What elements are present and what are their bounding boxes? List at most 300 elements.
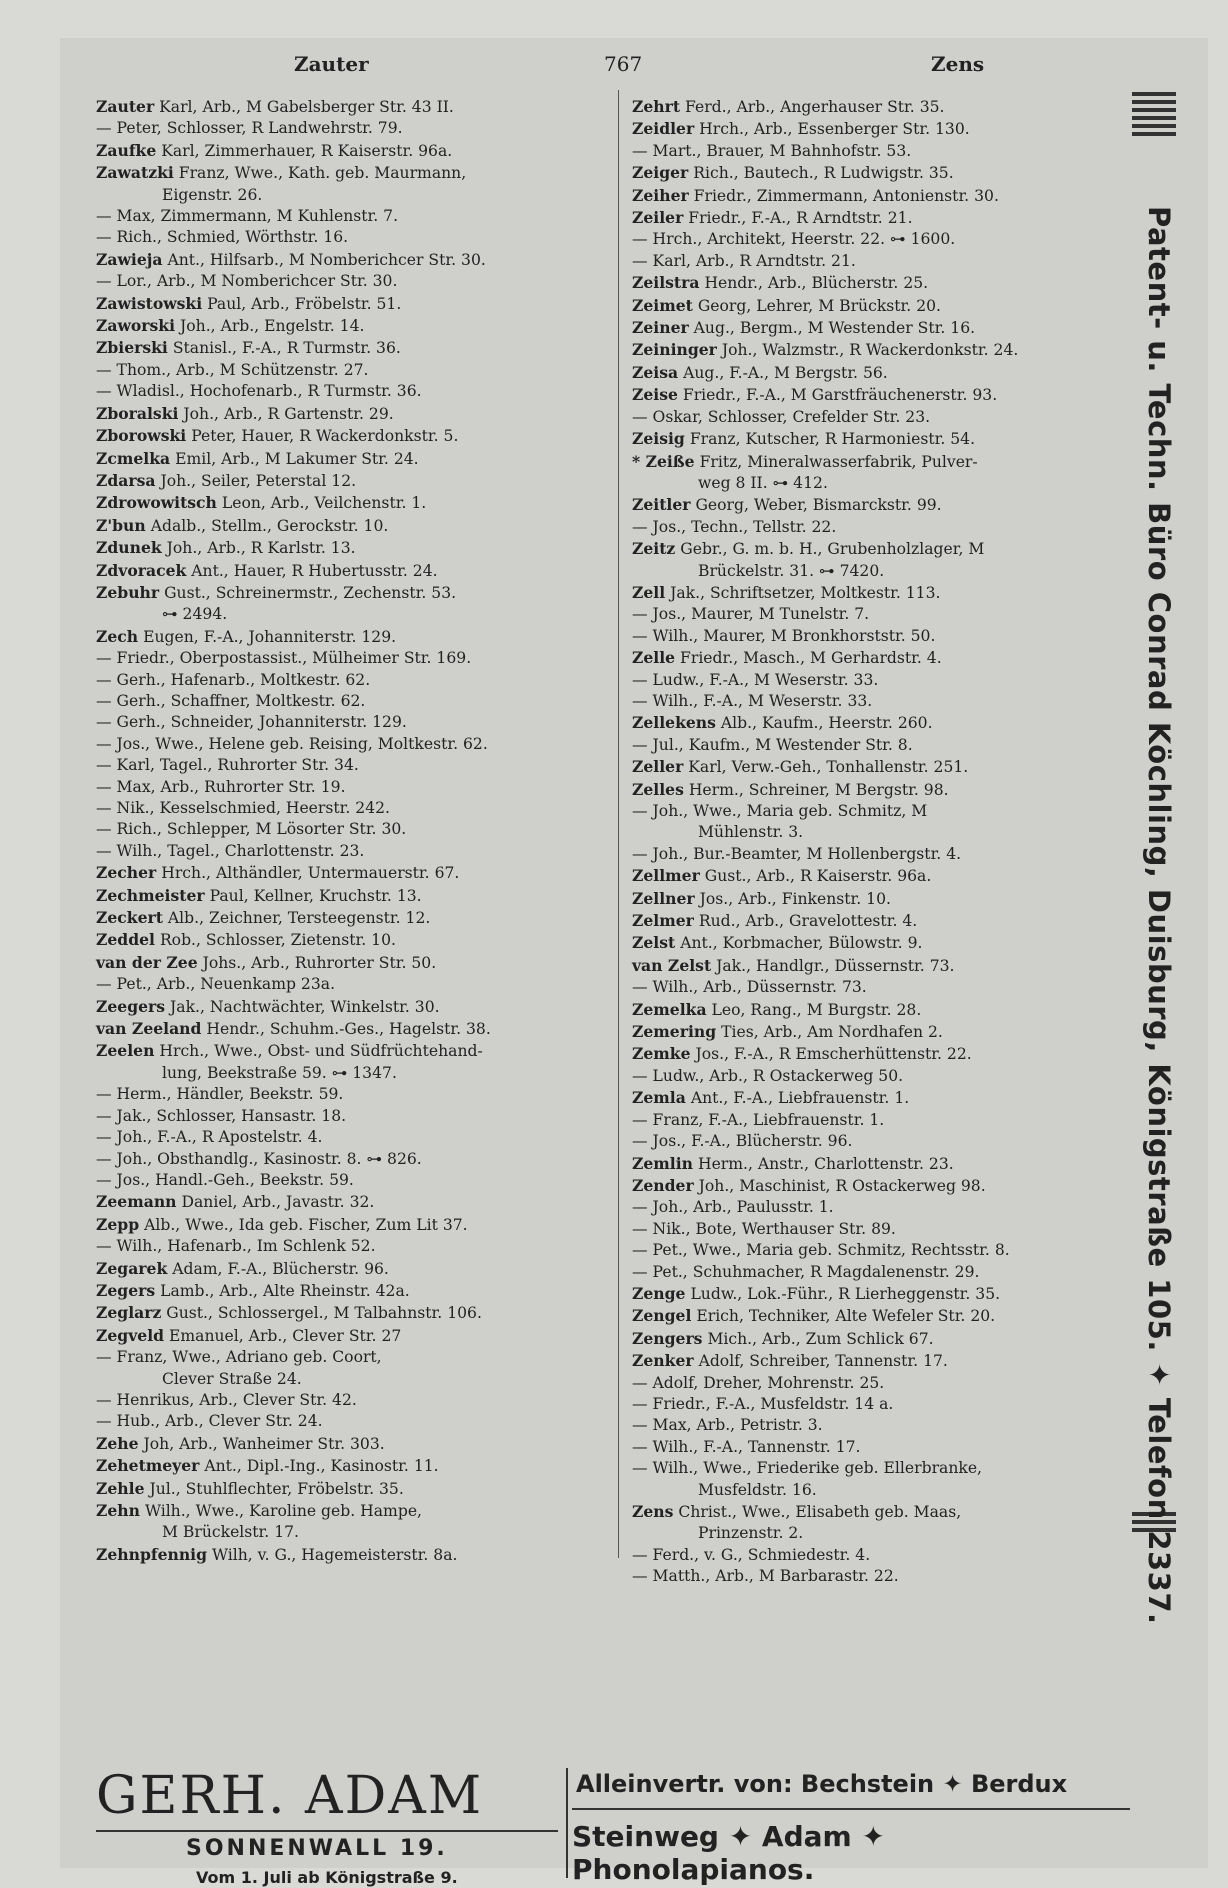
directory-entry bbox=[96, 1214, 596, 1236]
page-number: 767 bbox=[604, 52, 643, 76]
entry-text: Mich., Arb., Zum Schlick 67. bbox=[707, 1329, 934, 1348]
directory-entry bbox=[96, 206, 596, 227]
directory-entry bbox=[632, 407, 1127, 428]
entry-text: — Gerh., Schneider, Johanniterstr. 129. bbox=[96, 713, 407, 732]
directory-entry bbox=[96, 1191, 596, 1213]
directory-entry bbox=[96, 1236, 596, 1257]
entry-text: Hrch., Arb., Essenberger Str. 130. bbox=[699, 120, 970, 139]
directory-entry bbox=[96, 537, 596, 559]
directory-entry bbox=[96, 1455, 596, 1477]
entry-surname: Zdunek bbox=[96, 538, 162, 558]
directory-entry bbox=[632, 1197, 1127, 1218]
entry-text: Friedr., Masch., M Gerhardstr. 4. bbox=[680, 649, 942, 668]
ad-divider bbox=[566, 1768, 568, 1878]
entry-text: Joh., Arb., R Karlstr. 13. bbox=[166, 539, 356, 558]
entry-text: — Adolf, Dreher, Mohrenstr. 25. bbox=[632, 1373, 885, 1392]
directory-entry bbox=[96, 337, 596, 359]
entry-surname: van Zeeland bbox=[96, 1019, 202, 1039]
entry-text: Ferd., Arb., Angerhauser Str. 35. bbox=[685, 98, 945, 116]
entry-surname: Zemla bbox=[632, 1088, 686, 1108]
directory-entry bbox=[632, 999, 1127, 1021]
entry-text: — Hub., Arb., Clever Str. 24. bbox=[96, 1412, 323, 1431]
directory-entry bbox=[96, 755, 596, 776]
directory-entry bbox=[632, 1283, 1127, 1305]
entry-text: — Lor., Arb., M Nomberichcer Str. 30. bbox=[96, 272, 398, 291]
entry-surname: Zelmer bbox=[632, 911, 694, 931]
entry-text: — Max, Zimmermann, M Kuhlenstr. 7. bbox=[96, 207, 399, 226]
entry-surname: Zeimet bbox=[632, 295, 693, 315]
entry-text: Alb., Kaufm., Heerstr. 260. bbox=[720, 714, 933, 733]
directory-entry bbox=[632, 384, 1127, 406]
entry-text: — Friedr., Oberpostassist., Mülheimer Str. 169. bbox=[96, 649, 472, 668]
directory-entry bbox=[96, 862, 596, 884]
column-divider bbox=[618, 90, 619, 1558]
entry-text: — Nik., Bote, Werthauser Str. 89. bbox=[632, 1219, 896, 1238]
entry-continuation: Prinzenstr. 2. bbox=[698, 1524, 804, 1543]
directory-entry bbox=[96, 492, 596, 514]
entry-surname: Zeemann bbox=[96, 1192, 177, 1212]
directory-entry bbox=[632, 1437, 1127, 1458]
entry-continuation: M Brückelstr. 17. bbox=[162, 1523, 300, 1542]
directory-entry bbox=[632, 1350, 1127, 1372]
entry-surname: Zell bbox=[632, 582, 666, 602]
entry-surname: Zeller bbox=[632, 757, 684, 777]
entry-text: — Rich., Schmied, Wörthstr. 16. bbox=[96, 228, 349, 247]
entry-text: Christ., Wwe., Elisabeth geb. Maas, bbox=[678, 1503, 962, 1521]
directory-entry bbox=[632, 1394, 1127, 1415]
entry-surname: Zegarek bbox=[96, 1258, 168, 1278]
ad-address: SONNENWALL 19. bbox=[186, 1836, 448, 1861]
directory-entry bbox=[632, 295, 1127, 317]
entry-text: Karl, Zimmerhauer, R Kaiserstr. 96a. bbox=[161, 141, 453, 160]
directory-entry bbox=[632, 494, 1127, 516]
directory-entry bbox=[632, 96, 1127, 118]
directory-entry bbox=[632, 910, 1127, 932]
left-column bbox=[96, 96, 596, 1566]
entry-surname: Zeininger bbox=[632, 340, 717, 360]
entry-text: Ant., Korbmacher, Bülowstr. 9. bbox=[680, 934, 923, 953]
entry-text: Joh., Arb., Engelstr. 14. bbox=[180, 317, 365, 336]
directory-entry bbox=[96, 1433, 596, 1455]
entry-text: — Wilh., Maurer, M Bronkhorststr. 50. bbox=[632, 626, 936, 645]
entry-text: Fritz, Mineralwasserfabrik, Pulver- bbox=[699, 452, 978, 471]
entry-surname: Zdarsa bbox=[96, 470, 156, 490]
entry-surname: Zenker bbox=[632, 1351, 694, 1371]
entry-text: Jak., Nachtwächter, Winkelstr. 30. bbox=[170, 997, 440, 1016]
entry-surname: Zelle bbox=[632, 648, 676, 668]
entry-text: Daniel, Arb., Javastr. 32. bbox=[181, 1193, 375, 1212]
entry-text: — Joh., Wwe., Maria geb. Schmitz, M bbox=[632, 802, 928, 820]
entry-text: Adolf, Schreiber, Tannenstr. 17. bbox=[698, 1352, 948, 1371]
directory-entry bbox=[96, 425, 596, 447]
entry-text: — Thom., Arb., M Schützenstr. 27. bbox=[96, 360, 369, 379]
entry-text: — Gerh., Schaffner, Moltkestr. 62. bbox=[96, 691, 366, 710]
entry-surname: Zawatzki bbox=[96, 163, 174, 183]
entry-surname: Z'bun bbox=[96, 515, 146, 535]
entry-text: — Joh., F.-A., R Apostelstr. 4. bbox=[96, 1128, 323, 1147]
directory-entry bbox=[96, 470, 596, 492]
entry-surname: Zech bbox=[96, 626, 139, 646]
entry-text: Jak., Handlgr., Düssernstr. 73. bbox=[716, 956, 955, 975]
entry-text: — Pet., Wwe., Maria geb. Schmitz, Rechtsstr. 8. bbox=[632, 1241, 1010, 1260]
directory-entry bbox=[96, 1500, 596, 1544]
entry-text: Leo, Rang., M Burgstr. 28. bbox=[711, 1000, 922, 1019]
entry-text: Ant., Dipl.-Ing., Kasinostr. 11. bbox=[204, 1457, 439, 1476]
entry-surname: Zeiler bbox=[632, 208, 684, 228]
entry-surname: Zepp bbox=[96, 1214, 140, 1234]
entry-surname: Zelles bbox=[632, 779, 684, 799]
directory-entry bbox=[96, 1258, 596, 1280]
directory-entry bbox=[96, 1127, 596, 1148]
entry-text: Jak., Schriftsetzer, Moltkestr. 113. bbox=[670, 583, 941, 602]
directory-entry bbox=[632, 1373, 1127, 1394]
entry-text: Jul., Stuhlflechter, Fröbelstr. 35. bbox=[149, 1479, 404, 1498]
entry-continuation: ⊶ 2494. bbox=[162, 605, 228, 624]
entry-surname: Zehnpfennig bbox=[96, 1544, 208, 1564]
directory-entry bbox=[96, 403, 596, 425]
entry-text: — Max, Arb., Petristr. 3. bbox=[632, 1416, 823, 1435]
entry-text: Aug., Bergm., M Westender Str. 16. bbox=[693, 319, 976, 338]
entry-text: Alb., Wwe., Ida geb. Fischer, Zum Lit 37. bbox=[144, 1215, 468, 1234]
directory-entry bbox=[632, 1021, 1127, 1043]
directory-entry bbox=[632, 317, 1127, 339]
directory-entry bbox=[632, 1175, 1127, 1197]
entry-surname: Zawieja bbox=[96, 249, 163, 269]
directory-entry bbox=[632, 888, 1127, 910]
entry-text: Joh, Arb., Wanheimer Str. 303. bbox=[143, 1434, 385, 1453]
entry-text: Wilh., Wwe., Karoline geb. Hampe, bbox=[144, 1502, 423, 1520]
directory-entry bbox=[96, 293, 596, 315]
entry-text: Joh., Arb., R Gartenstr. 29. bbox=[183, 404, 394, 423]
directory-entry bbox=[96, 118, 596, 139]
entry-surname: Zechmeister bbox=[96, 885, 205, 905]
entry-text: Rob., Schlosser, Zietenstr. 10. bbox=[159, 931, 396, 950]
entry-text: Emanuel, Arb., Clever Str. 27 bbox=[169, 1326, 402, 1345]
entry-text: Peter, Hauer, R Wackerdonkstr. 5. bbox=[191, 427, 459, 446]
directory-entry bbox=[632, 517, 1127, 538]
entry-text: Wilh, v. G., Hagemeisterstr. 8a. bbox=[211, 1545, 458, 1564]
ad-note: Vom 1. Juli ab Königstraße 9. bbox=[196, 1868, 458, 1887]
entry-surname: Zellner bbox=[632, 888, 695, 908]
entry-text: — Jul., Kaufm., M Westender Str. 8. bbox=[632, 735, 913, 754]
directory-entry bbox=[632, 932, 1127, 954]
directory-entry bbox=[96, 974, 596, 995]
entry-text: Gust., Schreinermstr., Zechenstr. 53. bbox=[164, 583, 457, 602]
entry-surname: * Zeiße bbox=[632, 451, 695, 471]
entry-text: Jos., F.-A., R Emscherhüttenstr. 22. bbox=[695, 1045, 972, 1064]
directory-entry bbox=[96, 819, 596, 840]
directory-entry bbox=[96, 1347, 596, 1390]
entry-text: Ant., F.-A., Liebfrauenstr. 1. bbox=[690, 1089, 910, 1108]
entry-text: Hendr., Arb., Blücherstr. 25. bbox=[704, 274, 929, 293]
entry-text: Joh., Walzmstr., R Wackerdonkstr. 24. bbox=[721, 341, 1019, 360]
directory-entry bbox=[632, 1087, 1127, 1109]
advertisement bbox=[96, 1768, 1130, 1888]
header-left-keyword: Zauter bbox=[294, 52, 369, 76]
entry-surname: Zehe bbox=[96, 1433, 139, 1453]
entry-text: Aug., F.-A., M Bergstr. 56. bbox=[683, 363, 888, 382]
entry-surname: Zelst bbox=[632, 933, 676, 953]
entry-text: — Pet., Arb., Neuenkamp 23a. bbox=[96, 975, 336, 994]
entry-surname: Zengers bbox=[632, 1328, 703, 1348]
entry-surname: van der Zee bbox=[96, 952, 198, 972]
entry-text: Friedr., F.-A., M Garstfräuchenerstr. 93. bbox=[682, 386, 998, 405]
entry-surname: Zens bbox=[632, 1502, 674, 1521]
entry-text: — Friedr., F.-A., Musfeldstr. 14 a. bbox=[632, 1394, 894, 1413]
entry-continuation: lung, Beekstraße 59. ⊶ 1347. bbox=[162, 1063, 397, 1082]
entry-surname: Zaworski bbox=[96, 316, 176, 336]
entry-text: Herm., Anstr., Charlottenstr. 23. bbox=[697, 1154, 954, 1173]
header-right-keyword: Zens bbox=[931, 52, 985, 76]
entry-text: Herm., Schreiner, M Bergstr. 98. bbox=[688, 780, 949, 799]
directory-entry bbox=[632, 1501, 1127, 1545]
entry-surname: Zeiger bbox=[632, 163, 689, 183]
right-column bbox=[632, 96, 1127, 1588]
entry-surname: Zcmelka bbox=[96, 448, 171, 468]
entry-text: — Joh., Bur.-Beamter, M Hollenbergstr. 4. bbox=[632, 844, 962, 863]
directory-entry bbox=[632, 339, 1127, 361]
entry-text: — Herm., Händler, Beekstr. 59. bbox=[96, 1085, 344, 1104]
directory-entry bbox=[632, 735, 1127, 756]
directory-entry bbox=[632, 362, 1127, 384]
directory-entry bbox=[96, 315, 596, 337]
directory-entry bbox=[96, 582, 596, 626]
directory-entry bbox=[96, 691, 596, 712]
entry-text: — Wilh., F.-A., M Weserstr. 33. bbox=[632, 691, 873, 710]
directory-entry bbox=[632, 1240, 1127, 1261]
directory-entry bbox=[632, 582, 1127, 604]
directory-entry bbox=[96, 249, 596, 271]
entry-surname: van Zelst bbox=[632, 955, 712, 975]
directory-entry bbox=[96, 360, 596, 381]
directory-entry bbox=[632, 1545, 1127, 1566]
directory-entry bbox=[632, 1219, 1127, 1240]
entry-text: — Joh., Arb., Paulusstr. 1. bbox=[632, 1198, 834, 1217]
entry-surname: Zeddel bbox=[96, 930, 155, 950]
entry-surname: Zeilstra bbox=[632, 273, 700, 293]
entry-text: — Nik., Kesselschmied, Heerstr. 242. bbox=[96, 799, 391, 817]
entry-text: Paul, Kellner, Kruchstr. 13. bbox=[209, 886, 422, 905]
entry-surname: Zeiner bbox=[632, 318, 689, 338]
entry-surname: Zeiher bbox=[632, 185, 689, 205]
entry-surname: Zehle bbox=[96, 1478, 145, 1498]
entry-text: — Wilh., Wwe., Friederike geb. Ellerbranke, bbox=[632, 1459, 982, 1478]
entry-text: — Matth., Arb., M Barbarastr. 22. bbox=[632, 1567, 899, 1586]
entry-text: — Max, Arb., Ruhrorter Str. 19. bbox=[96, 777, 346, 796]
banner-top-rules bbox=[1132, 92, 1176, 212]
entry-text: Hendr., Schuhm.-Ges., Hagelstr. 38. bbox=[206, 1020, 491, 1039]
directory-entry bbox=[632, 1262, 1127, 1283]
entry-text: Jos., Arb., Finkenstr. 10. bbox=[699, 889, 891, 908]
entry-text: — Franz, Wwe., Adriano geb. Coort, bbox=[96, 1348, 382, 1367]
entry-surname: Zemke bbox=[632, 1044, 691, 1064]
entry-surname: Zborowski bbox=[96, 426, 187, 446]
entry-text: — Jos., F.-A., Blücherstr. 96. bbox=[632, 1132, 853, 1151]
directory-entry bbox=[632, 1415, 1127, 1436]
entry-text: — Peter, Schlosser, R Landwehrstr. 79. bbox=[96, 119, 403, 138]
entry-text: Rud., Arb., Gravelottestr. 4. bbox=[698, 912, 918, 931]
entry-text: — Jos., Handl.-Geh., Beekstr. 59. bbox=[96, 1170, 354, 1189]
directory-entry bbox=[632, 1153, 1127, 1175]
directory-entry bbox=[632, 1110, 1127, 1131]
entry-text: — Oskar, Schlosser, Crefelder Str. 23. bbox=[632, 407, 931, 426]
directory-entry bbox=[96, 1106, 596, 1127]
directory-entry bbox=[96, 271, 596, 292]
entry-text: — Jos., Techn., Tellstr. 22. bbox=[632, 517, 837, 536]
entry-surname: Zehetmeyer bbox=[96, 1456, 200, 1476]
entry-surname: Zemelka bbox=[632, 999, 707, 1019]
entry-text: — Karl, Tagel., Ruhrorter Str. 34. bbox=[96, 756, 359, 775]
entry-text: Adam, F.-A., Blücherstr. 96. bbox=[172, 1259, 389, 1278]
directory-entry bbox=[96, 515, 596, 537]
entry-text: — Hrch., Architekt, Heerstr. 22. ⊶ 1600. bbox=[632, 230, 956, 249]
directory-entry bbox=[632, 647, 1127, 669]
entry-continuation: weg 8 II. ⊶ 412. bbox=[698, 473, 828, 492]
entry-text: Johs., Arb., Ruhrorter Str. 50. bbox=[202, 953, 437, 972]
entry-surname: Zehn bbox=[96, 1501, 140, 1520]
side-banner-text: Patent- u. Techn. Büro Conrad Köchling, Duisburg, Königstraße 105. ✦ Telefon 2337. bbox=[1142, 206, 1176, 1625]
entry-text: Gust., Schlossergel., M Talbahnstr. 106. bbox=[166, 1304, 482, 1323]
directory-entry bbox=[632, 451, 1127, 495]
directory-entry bbox=[632, 162, 1127, 184]
directory-entry bbox=[632, 626, 1127, 647]
entry-text: — Wilh., Tagel., Charlottenstr. 23. bbox=[96, 841, 365, 860]
directory-entry bbox=[96, 798, 596, 819]
directory-entry bbox=[632, 1458, 1127, 1501]
directory-entry bbox=[632, 756, 1127, 778]
entry-surname: Zehrt bbox=[632, 97, 681, 116]
entry-text: — Jak., Schlosser, Hansastr. 18. bbox=[96, 1106, 347, 1125]
entry-surname: Zeitz bbox=[632, 539, 676, 559]
entry-text: Joh., Maschinist, R Ostackerweg 98. bbox=[698, 1176, 986, 1195]
entry-continuation: Musfeldstr. 16. bbox=[698, 1480, 817, 1499]
entry-text: — Joh., Obsthandlg., Kasinostr. 8. ⊶ 826. bbox=[96, 1149, 422, 1168]
entry-surname: Zeckert bbox=[96, 908, 163, 928]
entry-text: Ant., Hauer, R Hubertusstr. 24. bbox=[191, 561, 438, 580]
directory-entry bbox=[96, 381, 596, 402]
entry-text: Karl, Arb., M Gabelsberger Str. 43 II. bbox=[159, 98, 454, 116]
entry-text: Georg, Lehrer, M Brückstr. 20. bbox=[697, 296, 941, 315]
entry-text: Karl, Verw.-Geh., Tonhallenstr. 251. bbox=[688, 758, 969, 777]
entry-surname: Zeelen bbox=[96, 1041, 155, 1061]
ad-line-1: Alleinvertr. von: Bechstein ✦ Berdux bbox=[576, 1770, 1068, 1798]
entry-text: Gebr., G. m. b. H., Grubenholzlager, M bbox=[680, 540, 985, 559]
entry-surname: Zaufke bbox=[96, 140, 157, 160]
directory-entry bbox=[96, 1478, 596, 1500]
entry-text: Lamb., Arb., Alte Rheinstr. 42a. bbox=[160, 1281, 410, 1300]
entry-text: Alb., Zeichner, Tersteegenstr. 12. bbox=[167, 909, 431, 928]
entry-text: Gust., Arb., R Kaiserstr. 96a. bbox=[704, 867, 932, 886]
entry-surname: Zebuhr bbox=[96, 582, 160, 602]
directory-entry bbox=[96, 1018, 596, 1040]
entry-text: Ant., Hilfsarb., M Nomberichcer Str. 30. bbox=[167, 250, 486, 269]
directory-entry bbox=[632, 691, 1127, 712]
directory-entry bbox=[632, 1066, 1127, 1087]
entry-text: — Ferd., v. G., Schmiedestr. 4. bbox=[632, 1545, 871, 1564]
directory-entry bbox=[632, 1043, 1127, 1065]
directory-entry bbox=[96, 626, 596, 648]
entry-continuation: Eigenstr. 26. bbox=[162, 185, 263, 204]
directory-entry bbox=[632, 779, 1127, 801]
directory-entry bbox=[96, 907, 596, 929]
directory-entry bbox=[632, 251, 1127, 272]
entry-surname: Zeegers bbox=[96, 996, 166, 1016]
directory-entry bbox=[96, 952, 596, 974]
entry-text: — Jos., Maurer, M Tunelstr. 7. bbox=[632, 605, 870, 624]
entry-text: — Gerh., Hafenarb., Moltkestr. 62. bbox=[96, 670, 371, 689]
directory-entry bbox=[632, 977, 1127, 998]
entry-text: — Wilh., Arb., Düssernstr. 73. bbox=[632, 978, 867, 997]
directory-entry bbox=[96, 670, 596, 691]
entry-surname: Zenge bbox=[632, 1283, 686, 1303]
entry-surname: Zeise bbox=[632, 385, 678, 405]
ad-line-rule bbox=[572, 1808, 1130, 1810]
directory-entry bbox=[632, 185, 1127, 207]
entry-text: Franz, Kutscher, R Harmoniestr. 54. bbox=[689, 430, 976, 449]
directory-entry bbox=[632, 1305, 1127, 1327]
entry-text: Joh., Seiler, Peterstal 12. bbox=[160, 471, 357, 490]
entry-surname: Zeidler bbox=[632, 119, 695, 139]
directory-entry bbox=[96, 1544, 596, 1566]
entry-text: Emil, Arb., M Lakumer Str. 24. bbox=[175, 449, 419, 468]
directory-entry bbox=[632, 1566, 1127, 1587]
entry-text: Stanisl., F.-A., R Turmstr. 36. bbox=[172, 339, 401, 358]
entry-continuation: Mühlenstr. 3. bbox=[698, 823, 804, 842]
entry-text: Georg, Weber, Bismarckstr. 99. bbox=[695, 496, 942, 515]
directory-entry bbox=[632, 428, 1127, 450]
entry-text: Leon, Arb., Veilchenstr. 1. bbox=[221, 494, 427, 513]
entry-surname: Zboralski bbox=[96, 403, 179, 423]
directory-entry bbox=[632, 229, 1127, 250]
entry-text: — Mart., Brauer, M Bahnhofstr. 53. bbox=[632, 141, 912, 160]
entry-text: — Wilh., F.-A., Tannenstr. 17. bbox=[632, 1437, 861, 1456]
directory-entry bbox=[96, 841, 596, 862]
directory-entry bbox=[632, 670, 1127, 691]
entry-text: Eugen, F.-A., Johanniterstr. 129. bbox=[143, 627, 397, 646]
entry-text: — Franz, F.-A., Liebfrauenstr. 1. bbox=[632, 1110, 885, 1129]
directory-entry bbox=[96, 448, 596, 470]
entry-text: Franz, Wwe., Kath. geb. Maurmann, bbox=[178, 164, 467, 183]
directory-entry bbox=[632, 712, 1127, 734]
directory-entry bbox=[96, 1040, 596, 1084]
entry-text: Adalb., Stellm., Gerockstr. 10. bbox=[150, 516, 389, 535]
directory-entry bbox=[632, 604, 1127, 625]
directory-entry bbox=[632, 141, 1127, 162]
directory-entry bbox=[96, 1280, 596, 1302]
entry-text: — Henrikus, Arb., Clever Str. 42. bbox=[96, 1390, 357, 1409]
directory-entry bbox=[96, 885, 596, 907]
directory-entry bbox=[96, 1302, 596, 1324]
directory-entry bbox=[96, 777, 596, 798]
entry-text: Rich., Bautech., R Ludwigstr. 35. bbox=[693, 164, 954, 183]
entry-surname: Zbierski bbox=[96, 338, 168, 358]
entry-surname: Zender bbox=[632, 1175, 694, 1195]
ad-firm-name: GERH. ADAM bbox=[96, 1766, 484, 1826]
directory-entry bbox=[96, 227, 596, 248]
directory-entry bbox=[96, 648, 596, 669]
directory-entry bbox=[96, 1149, 596, 1170]
directory-entry bbox=[96, 929, 596, 951]
entry-text: — Wilh., Hafenarb., Im Schlenk 52. bbox=[96, 1237, 376, 1256]
entry-surname: Zegers bbox=[96, 1280, 156, 1300]
entry-text: Hrch., Althändler, Untermauerstr. 67. bbox=[161, 864, 460, 883]
directory-entry bbox=[632, 955, 1127, 977]
directory-entry bbox=[96, 1084, 596, 1105]
directory-entry bbox=[96, 560, 596, 582]
entry-text: — Ludw., F.-A., M Weserstr. 33. bbox=[632, 670, 879, 689]
entry-text: Ties, Arb., Am Nordhafen 2. bbox=[721, 1023, 943, 1042]
entry-surname: Zellekens bbox=[632, 713, 716, 733]
